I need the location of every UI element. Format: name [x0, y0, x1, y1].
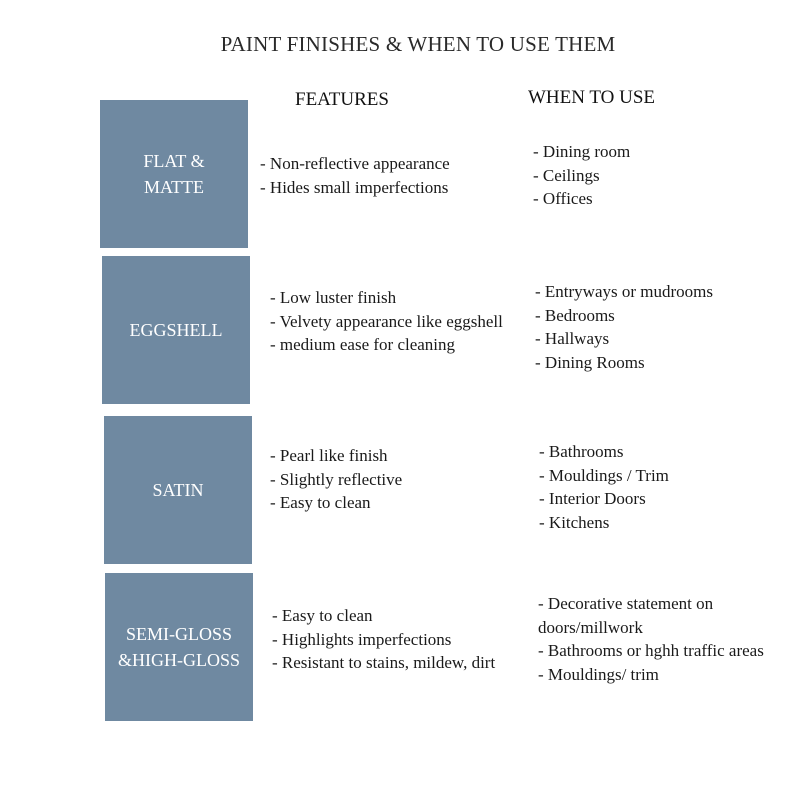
features-list-semi-high-gloss	[272, 604, 495, 675]
feature-item: - Velvety appearance like eggshell	[270, 311, 503, 331]
use-item: - Hallways	[535, 329, 610, 348]
use-item: - Ceilings	[533, 165, 600, 185]
use-item: - Dining Rooms	[535, 352, 645, 372]
feature-item: - Slightly reflective	[270, 469, 403, 489]
use-item: - Mouldings/ trim	[538, 664, 659, 684]
use-item: - Entryways or mudrooms	[535, 282, 714, 301]
feature-item: - Highlights imperfections	[272, 629, 452, 649]
when-list-semi-high-gloss	[538, 592, 764, 686]
finish-name-line: MATTE	[144, 177, 204, 197]
page-title: PAINT FINISHES & WHEN TO USE THEM	[220, 32, 616, 56]
feature-item: - Low luster finish	[270, 288, 397, 307]
when-list-satin	[539, 440, 669, 534]
use-item: - Bathrooms or hghh traffic areas	[538, 641, 764, 660]
finish-name-line: &HIGH-GLOSS	[117, 650, 240, 670]
features-header: FEATURES	[295, 89, 389, 110]
finish-name-line: FLAT &	[143, 151, 205, 171]
use-item: - Bedrooms	[535, 305, 615, 325]
feature-item: - Easy to clean	[272, 606, 373, 625]
feature-item: - Non-reflective appearance	[260, 154, 450, 173]
feature-item: - medium ease for cleaning	[270, 335, 456, 354]
feature-item: - Pearl like finish	[270, 446, 388, 465]
finish-name-line: EGGSHELL	[129, 320, 223, 340]
finish-name-line: SATIN	[152, 480, 204, 500]
use-item: - Kitchens	[539, 512, 610, 532]
use-item: - Bathrooms	[539, 442, 624, 461]
use-item: - Mouldings / Trim	[539, 465, 669, 485]
use-item: - Interior Doors	[539, 489, 646, 508]
feature-item: - Resistant to stains, mildew, dirt	[272, 653, 496, 672]
feature-item: - Hides small imperfections	[260, 177, 449, 197]
when-to-use-header: WHEN TO USE	[528, 87, 656, 108]
use-item: - Decorative statement on	[538, 594, 714, 613]
features-list-satin	[270, 444, 402, 515]
use-item: doors/millwork	[538, 617, 643, 637]
finish-box-satin	[104, 416, 252, 564]
finish-name-line: SEMI-GLOSS	[125, 624, 232, 644]
when-list-flat-matte	[533, 140, 630, 211]
features-list-eggshell	[270, 286, 503, 357]
features-list-flat-matte	[260, 152, 450, 199]
when-list-eggshell	[535, 280, 713, 374]
finish-box-eggshell	[102, 256, 250, 404]
use-item: - Dining room	[533, 142, 631, 161]
use-item: - Offices	[533, 189, 593, 208]
finish-box-flat-matte	[100, 100, 248, 248]
finish-box-semi-high-gloss	[105, 573, 253, 721]
feature-item: - Easy to clean	[270, 493, 371, 512]
